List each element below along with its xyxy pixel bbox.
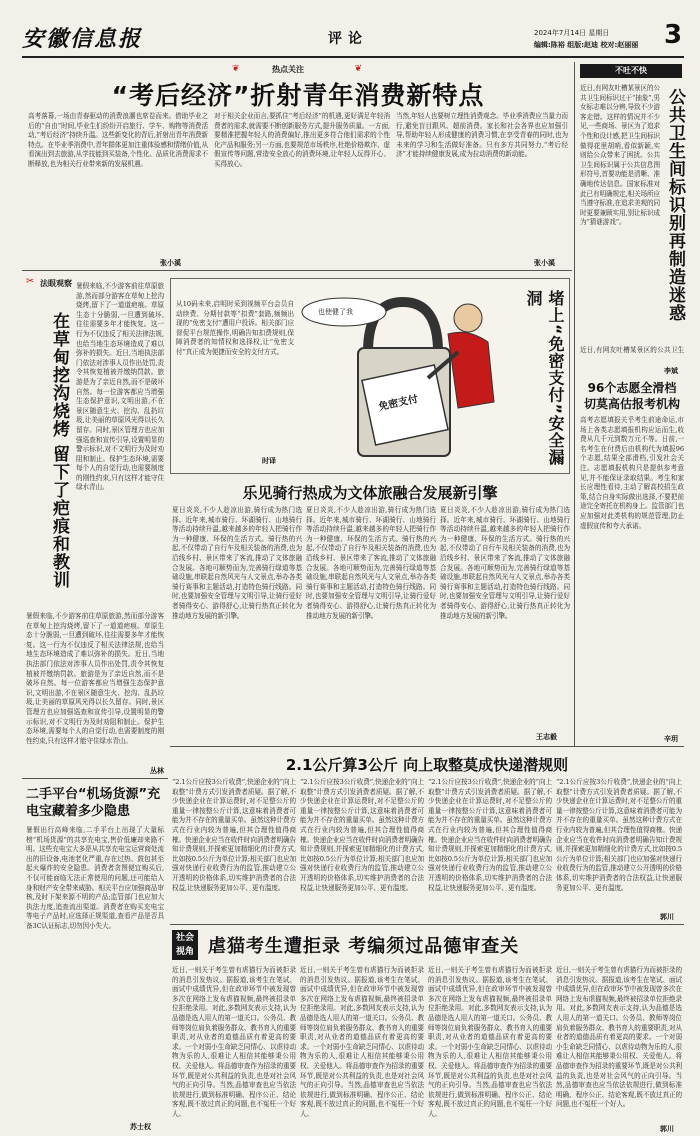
delivery-col4: “2.1公斤应按3公斤收费”,快递企业的“向上取整”计费方式引发消费者质疑。据了解,不少快递企业在计算运费时,对不足整公斤的重量一律按整公斤计算,这意味着消费者可能为并不存在的重量买单。虽然这种计费方式在行业内较为普遍,但其合理性值得商榷。快递企业应当在收件时向消费者明确告知计费规则,并探索更加精细化的计费方式,比如按0.5公斤为单位计算;相关部门也应加强对快递行业收费行为的监管,推动建立公开透明的价格体系,切实维护消费者的合法权益,让快递服务更加公平、更有温度。 xyxy=(556,778,682,892)
wheat-ornament-icon: ❦ xyxy=(232,64,240,74)
wheat-ornament-icon: ❦ xyxy=(354,64,362,74)
figure-head xyxy=(454,304,482,332)
editor-credits: 编辑:陈裕 组版:赵迪 校对:赵丽丽 xyxy=(534,41,639,49)
secondhand-byline: 苏士权 xyxy=(130,1123,151,1131)
cartoon-byline: 时译 xyxy=(262,457,276,465)
social-byline: 郭川 xyxy=(660,1125,674,1133)
law-rule xyxy=(22,778,168,779)
social-col1: 近日,一则关于考生曾有虐猫行为而被拒录的消息引发热议。据报道,该考生在笔试、面试中成绩优异,但在政审环节中被发现曾多次在网络上发布虐猫视频,最终被招录单位拒绝录用。对此,多数网友表示支持,认为品德是选人用人的第一道关口。公务员、教师等岗位肩负着服务群众、教书育人的重要职责,对从业者的道德品质有着更高的要求。一个对弱小生命缺乏同情心、以虐待动物为乐的人,很难让人相信其能够秉公用权、关爱他人。将品德审查作为招录的重要环节,既是对公共利益的负责,也是对社会风气的正向引导。当然,品德审查也应当依法依规进行,做到标准明确、程序公正、结论客观,既不放过真正的问题,也不冤枉一个好人。 xyxy=(172,966,296,1118)
right-sub-body: 高考志愿填报关乎考生前途命运,市场上各类志愿填报机构应运而生,收费从几千元到数万元不等。日前,一名考生在付费后由机构代为填报96个志愿,结果全部滑档,引发社会关注。志愿填报机构只是提供参考意见,并不能保证录取结果。考生和家长应理性看待,主动了解高校招生政策,结合自身实际做出选择,不要把前途完全寄托在机构身上。监管部门也应加强对此类机构的规范管理,防止虚假宣传和夸大承诺。 xyxy=(580,416,684,530)
card-label: 免密支付 xyxy=(377,393,420,413)
right-sub-byline: 辛玥 xyxy=(664,735,678,743)
right-sub-headline: 96个志愿全滑档 切莫高估报考机构 xyxy=(583,381,680,411)
page-number: 3 xyxy=(664,20,683,50)
right-headline: 公共卫生间标识别再制造迷惑 xyxy=(665,88,685,322)
section-title: 评论 xyxy=(328,31,368,47)
secondhand-headline: 二手平台“机场货源”充电宝藏着多少隐患 xyxy=(26,787,161,819)
figure-body xyxy=(448,332,494,408)
feature-lead: 高考落幕,一场由青春驱动的消费浪潮也席卷而来。借助毕业之后的“自由”时间,毕业生们纷纷开启旅行、学车、购物等消费活动,“考后经济”持续升温。这些新变化的背后,折射出青年消费新特点。在毕业季消费中,青年群体更加注重体验感和情绪价值,从看演出到去旅游,从学技能到买装备,个性化、品质化消费需求不断释放,也为相关行业带来新的发展机遇。 xyxy=(28,112,208,168)
cartoon-caption: 从10码未来,启明时采到视频平台会员自动续费、分期付款等“扣费”套路,频频出现的“免密支付”遭用户投诉。相关部门应督促平台规范操作,明确告知扣费规则,保障消费者的知情权和选择权,让“免密支付”真正成为便捷而安全的支付方式。 xyxy=(176,300,294,356)
feature-rule xyxy=(22,270,572,271)
delivery-col3: “2.1公斤应按3公斤收费”,快递企业的“向上取整”计费方式引发消费者质疑。据了解,不少快递企业在计算运费时,对不足整公斤的重量一律按整公斤计算,这意味着消费者可能为并不存在的重量买单。虽然这种计费方式在行业内较为普遍,但其合理性值得商榷。快递企业应当在收件时向消费者明确告知计费规则,并探索更加精细化的计费方式,比如按0.5公斤为单位计算;相关部门也应加强对快递行业收费行为的监管,推动建立公开透明的价格体系,切实维护消费者的合法权益,让快递服务更加公平、更有温度。 xyxy=(428,778,552,892)
law-headline: 在草甸挖沟烧烤 留下了疤痕和教训 xyxy=(49,312,69,589)
mid-rule xyxy=(170,746,684,747)
delivery-col1: “2.1公斤应按3公斤收费”,快递企业的“向上取整”计费方式引发消费者质疑。据了解,不少快递企业在计算运费时,对不足整公斤的重量一律按整公斤计算,这意味着消费者可能为并不存在的重量买单。虽然这种计费方式在行业内较为普遍,但其合理性值得商榷。快递企业应当在收件时向消费者明确告知计费规则,并探索更加精细化的计费方式,比如按0.5公斤为单位计算;相关部门也应加强对快递行业收费行为的监管,推动建立公开透明的价格体系,切实维护消费者的合法权益,让快递服务更加公平、更有温度。 xyxy=(172,778,296,892)
feature-byline-2: 张小溪 xyxy=(534,259,555,267)
cycling-headline: 乐见骑行热成为文体旅融合发展新引擎 xyxy=(242,484,498,502)
masthead-rule xyxy=(22,56,684,58)
law-tag-text: 法眼观察 xyxy=(40,279,72,288)
delivery-col2: “2.1公斤应按3公斤收费”,快递企业的“向上取整”计费方式引发消费者质疑。据了解,不少快递企业在计算运费时,对不足整公斤的重量一律按整公斤计算,这意味着消费者可能为并不存在的重量买单。虽然这种计费方式在行业内较为普遍,但其合理性值得商榷。快递企业应当在收件时向消费者明确告知计费规则,并探索更加精细化的计费方式,比如按0.5公斤为单位计算;相关部门也应加强对快递行业收费行为的监管,推动建立公开透明的价格体系,切实维护消费者的合法权益,让快递服务更加公平、更有温度。 xyxy=(300,778,424,892)
social-col3: 近日,一则关于考生曾有虐猫行为而被拒录的消息引发热议。据报道,该考生在笔试、面试中成绩优异,但在政审环节中被发现曾多次在网络上发布虐猫视频,最终被招录单位拒绝录用。对此,多数网友表示支持,认为品德是选人用人的第一道关口。公务员、教师等岗位肩负着服务群众、教书育人的重要职责,对从业者的道德品质有着更高的要求。一个对弱小生命缺乏同情心、以虐待动物为乐的人,很难让人相信其能够秉公用权、关爱他人。将品德审查作为招录的重要环节,既是对公共利益的负责,也是对社会风气的正向引导。当然,品德审查也应当依法依规进行,做到标准明确、程序公正、结论客观,既不放过真正的问题,也不冤枉一个好人。 xyxy=(428,966,552,1118)
law-body: 暑假来临,不少游客前往草原旅游,然而部分游客在草甸上挖沟烧烤,留下了一道道疤痕。草原生态十分脆弱,一旦遭到破坏,往往需要多年才能恢复。这一行为不仅违反了相关法律法规,也给当地生态环境造成了难以弥补的损失。近日,当地执法部门依法对涉事人员作出处罚,责令其恢复植被并缴纳罚款。旅游是为了亲近自然,而不是破坏自然。每一位游客都应当增强生态保护意识,文明出游,不在景区随意生火、挖沟、乱扔垃圾,让美丽的草原风光得以长久留存。同时,景区管理方也应加强巡查和宣传引导,设置明显的警示标识,对不文明行为及时劝阻和制止。保护生态环境,需要每个人的自觉行动,也需要制度的刚性约束,只有这样才能守住绿水青山。 xyxy=(76,282,164,492)
right-column-divider xyxy=(574,62,575,746)
masthead xyxy=(0,0,700,60)
social-headline: 虐猫考生遭拒录 考编须过品德审查关 xyxy=(208,936,520,957)
scissors-icon: ✂ xyxy=(26,276,35,287)
feature-byline: 张小溪 xyxy=(160,259,181,267)
delivery-byline: 郭川 xyxy=(660,913,674,921)
paper-name: 安徽信息报 xyxy=(22,27,143,52)
cycling-col3: 夏日炎炎,不少人趁凉出游,骑行成为热门选择。近年来,城市骑行、环湖骑行、山地骑行等活动持续升温,越来越多的年轻人把骑行作为一种健康、环保的生活方式。骑行热的兴起,不仅带动了自行车及相关装备的消费,也为沿线乡村、景区带来了客流,推动了文体旅融合发展。各地可顺势而为,完善骑行绿道等基础设施,串联起自然风光与人文景点,举办各类骑行赛事和主题活动,打造特色骑行线路。同时,也要加强安全管理与文明引导,让骑行爱好者骑得安心、游得舒心,让骑行热真正转化为推动地方发展的新引擎。 xyxy=(440,506,570,620)
cycling-byline: 王志毅 xyxy=(536,733,557,741)
right-tag-text: 不吐不快 xyxy=(615,66,647,75)
issue-date: 2024年7月14日 星期日 xyxy=(534,29,610,37)
feature-col2: 对于相关企业而言,要抓住“考后经济”的机遇,更好满足年轻消费者的需求,就需要不断创新服务方式,提升服务质量。一方面,要精准把握年轻人的消费偏好,推出更多符合他们需求的个性化产品和服务;另一方面,也要规范市场秩序,杜绝价格欺诈、虚假宣传等问题,营造安全放心的消费环境,让年轻人玩得开心、买得放心。 xyxy=(214,112,390,168)
social-col2: 近日,一则关于考生曾有虐猫行为而被拒录的消息引发热议。据报道,该考生在笔试、面试中成绩优异,但在政审环节中被发现曾多次在网络上发布虐猫视频,最终被招录单位拒绝录用。对此,多数网友表示支持,认为品德是选人用人的第一道关口。公务员、教师等岗位肩负着服务群众、教书育人的重要职责,对从业者的道德品质有着更高的要求。一个对弱小生命缺乏同情心、以虐待动物为乐的人,很难让人相信其能够秉公用权、关爱他人。将品德审查作为招录的重要环节,既是对公共利益的负责,也是对社会风气的正向引导。当然,品德审查也应当依法依规进行,做到标准明确、程序公正、结论客观,既不放过真正的问题,也不冤枉一个好人。 xyxy=(300,966,424,1118)
feature-headline: “考后经济”折射青年消费新特点 xyxy=(111,81,485,110)
cycling-col2: 夏日炎炎,不少人趁凉出游,骑行成为热门选择。近年来,城市骑行、环湖骑行、山地骑行等活动持续升温,越来越多的年轻人把骑行作为一种健康、环保的生活方式。骑行热的兴起,不仅带动了自行车及相关装备的消费,也为沿线乡村、景区带来了客流,推动了文体旅融合发展。各地可顺势而为,完善骑行绿道等基础设施,串联起自然风光与人文景点,举办各类骑行赛事和主题活动,打造特色骑行线路。同时,也要加强安全管理与文明引导,让骑行爱好者骑得安心、游得舒心,让骑行热真正转化为推动地方发展的新引擎。 xyxy=(306,506,436,620)
right-body-cont: 近日,有网友吐槽某景区的公共卫生 xyxy=(580,346,684,354)
right-byline: 李斌 xyxy=(664,367,678,375)
social-col4: 近日,一则关于考生曾有虐猫行为而被拒录的消息引发热议。据报道,该考生在笔试、面试中成绩优异,但在政审环节中被发现曾多次在网络上发布虐猫视频,最终被招录单位拒绝录用。对此,多数网友表示支持,认为品德是选人用人的第一道关口。公务员、教师等岗位肩负着服务群众、教书育人的重要职责,对从业者的道德品质有着更高的要求。一个对弱小生命缺乏同情心、以虐待动物为乐的人,很难让人相信其能够秉公用权、关爱他人。将品德审查作为招录的重要环节,既是对公共利益的负责,也是对社会风气的正向引导。当然,品德审查也应当依法依规进行,做到标准明确、程序公正、结论客观,既不放过真正的问题,也不冤枉一个好人。 xyxy=(556,966,682,1109)
cycling-col1: 夏日炎炎,不少人趁凉出游,骑行成为热门选择。近年来,城市骑行、环湖骑行、山地骑行等活动持续升温,越来越多的年轻人把骑行作为一种健康、环保的生活方式。骑行热的兴起,不仅带动了自行车及相关装备的消费,也为沿线乡村、景区带来了客流,推动了文体旅融合发展。各地可顺势而为,完善骑行绿道等基础设施,串联起自然风光与人文景点,举办各类骑行赛事和主题活动,打造特色骑行线路。同时,也要加强安全管理与文明引导,让骑行爱好者骑得安心、游得舒心,让骑行热真正转化为推动地方发展的新引擎。 xyxy=(172,506,302,620)
delivery-headline: 2.1公斤算3公斤 向上取整莫成快递潜规则 xyxy=(285,756,569,774)
law-byline: 丛林 xyxy=(150,767,164,775)
social-tag xyxy=(172,930,198,960)
feature-col3: 当然,年轻人也要树立理性消费观念。毕业季消费应当量力而行,避免盲目跟风、超前消费。家长和社会各界也应加强引导,帮助年轻人形成健康的消费习惯,在享受青春的同时,也为未来的学习和生活做好准备。只有多方共同努力,“考后经济”才能持续健康发展,成为拉动消费的新动能。 xyxy=(396,112,568,159)
cartoon-title: 堵上“免密支付”安全漏洞 xyxy=(524,290,565,467)
right-tag xyxy=(580,64,682,78)
cartoon-speech: 也使健了我 xyxy=(318,308,353,316)
law-body-cont: 暑假来临,不少游客前往草原旅游,然而部分游客在草甸上挖沟烧烤,留下了一道道疤痕。草原生态十分脆弱,一旦遭到破坏,往往需要多年才能恢复。这一行为不仅违反了相关法律法规,也给当地生态环境造成了难以弥补的损失。近日,当地执法部门依法对涉事人员作出处罚,责令其恢复植被并缴纳罚款。旅游是为了亲近自然,而不是破坏自然。每一位游客都应当增强生态保护意识,文明出游,不在景区随意生火、挖沟、乱扔垃圾,让美丽的草原风光得以长久留存。同时,景区管理方也应加强巡查和宣传引导,设置明显的警示标识,对不文明行为及时劝阻和制止。保护生态环境,需要每个人的自觉行动,也需要制度的刚性约束,只有这样才能守住绿水青山。 xyxy=(26,612,164,745)
social-tag-text: 社会视角 xyxy=(175,933,194,957)
feature-kicker xyxy=(232,64,362,76)
secondhand-body: 暑假出行高峰来临,二手平台上出现了大量标榜“机场货源”的共享充电宝,售价低廉却来路不明。这些充电宝大多是从共享充电宝运营商处流出的旧设备,电池老化严重,存在过热、鼓包甚至起火爆炸的安全隐患。消费者贪图便宜购买后,不仅可能面临无法正常使用的问题,还可能给人身和财产安全带来威胁。相关平台应加强商品审核,及时下架来源不明的产品;监管部门也应加大执法力度,追查流出渠道。消费者在购买充电宝等电子产品时,应选择正规渠道,查看产品是否具备3C认证标志,切勿因小失大。 xyxy=(26,826,164,930)
lower-rule xyxy=(170,924,684,925)
feature-kicker-text: 热点关注 xyxy=(272,65,304,74)
right-body: 近日,有网友吐槽某景区的公共卫生间标识过于“抽象”,男女标志难以分辨,导致不少游客走错。这样的情况并不少见,一些商场、景区为了追求个性和设计感,把卫生间标识做得花里胡哨,看似新颖,实则给公众带来了困扰。公共卫生间标识属于公共信息图形符号,首要功能是清晰、准确地传达信息。国家标准对此已有明确规定,相关场所应当遵守标准,在追求美观的同时更要兼顾实用,别让标识成为“猜谜游戏”。 xyxy=(580,84,660,227)
